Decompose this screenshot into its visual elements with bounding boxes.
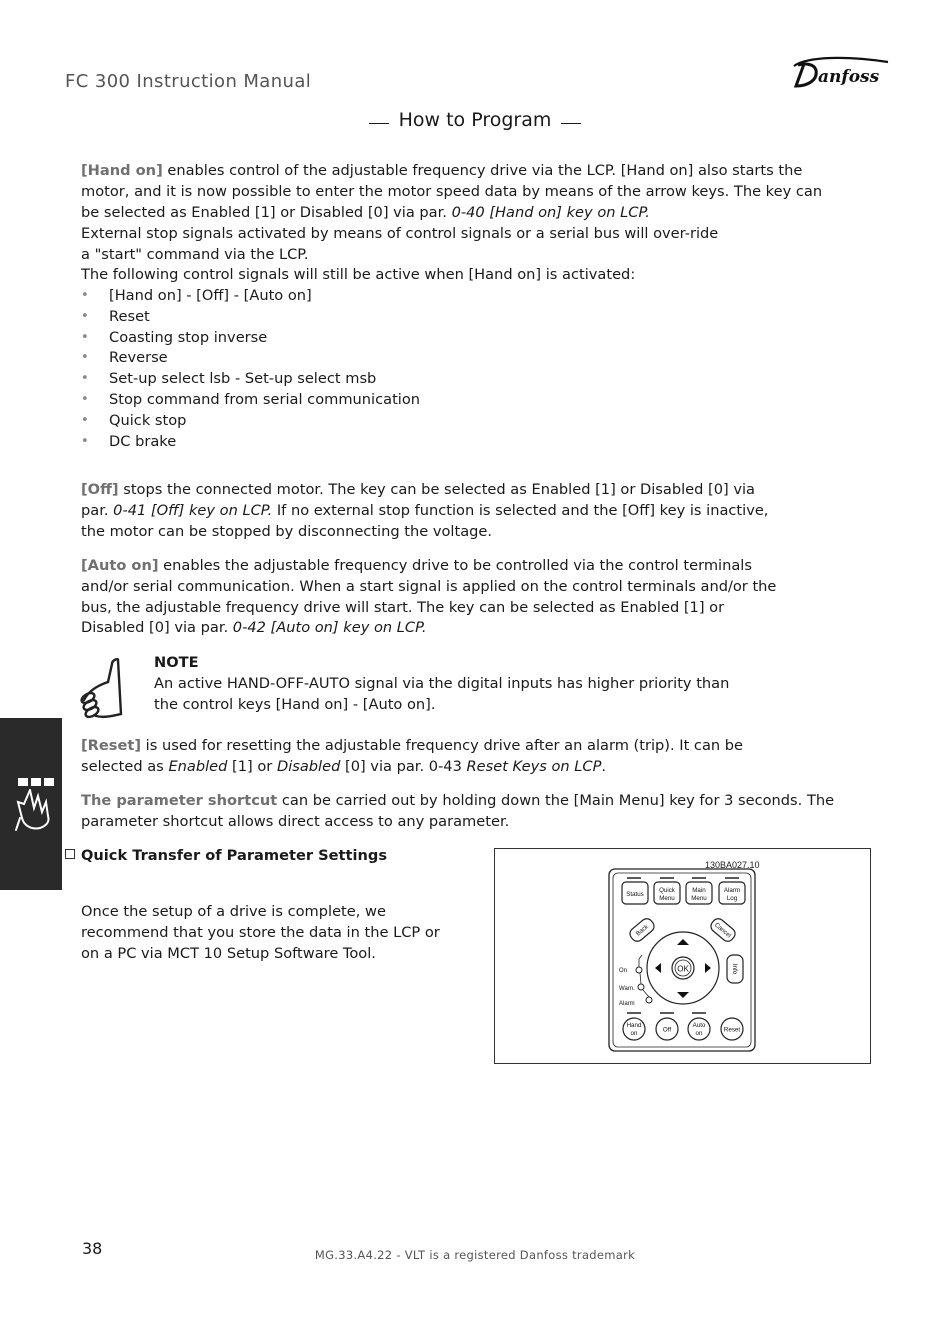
svg-text:Reset: Reset bbox=[723, 1026, 741, 1034]
hand-on-button[interactable] bbox=[623, 1018, 645, 1040]
off-key: [Off] bbox=[81, 481, 119, 498]
manual-title: FC 300 Instruction Manual bbox=[65, 71, 312, 92]
reset-disabled: Disabled bbox=[276, 757, 341, 775]
lcp-figure bbox=[494, 848, 871, 1064]
hand-programming-icon bbox=[0, 718, 62, 890]
note-title: NOTE bbox=[154, 654, 199, 671]
off-button[interactable] bbox=[656, 1018, 678, 1040]
title-dash-right bbox=[561, 123, 581, 125]
off-text-b: If no external stop function is selected and the [Off] key is inactive, the motor can be stopped by disconnecting the voltage. bbox=[81, 501, 769, 540]
svg-text:Info: Info bbox=[731, 963, 738, 975]
danfoss-logo bbox=[788, 52, 892, 94]
svg-text:Log: Log bbox=[726, 895, 738, 902]
status-key[interactable] bbox=[622, 882, 648, 904]
reset-enabled: Enabled bbox=[168, 757, 228, 775]
down-arrow-key[interactable] bbox=[677, 992, 689, 998]
control-signal-item: • Coasting stop inverse bbox=[81, 328, 681, 349]
quick-transfer-heading-text: Quick Transfer of Parameter Settings bbox=[81, 847, 388, 864]
svg-text:Menu: Menu bbox=[659, 895, 675, 902]
svg-text:Alarm: Alarm bbox=[723, 887, 741, 894]
off-text-a: stops the connected motor. The key can be selected as Enabled [1] or Disabled [0] via par. bbox=[81, 481, 755, 519]
shortcut-key: The parameter shortcut bbox=[81, 792, 278, 809]
info-key[interactable] bbox=[727, 955, 743, 983]
off-paragraph bbox=[81, 480, 781, 542]
control-signals-list bbox=[81, 286, 681, 452]
main-menu-key[interactable] bbox=[686, 882, 712, 904]
svg-text:Menu: Menu bbox=[691, 895, 707, 902]
svg-text:Quick: Quick bbox=[659, 887, 675, 894]
svg-text:Main: Main bbox=[692, 887, 706, 894]
svg-text:Hand: Hand bbox=[626, 1022, 642, 1029]
quick-transfer-heading bbox=[65, 846, 387, 867]
shortcut-text: can be carried out by holding down the [Main Menu] key for 3 seconds. The parameter shortcut allows direct access to any parameter. bbox=[81, 792, 835, 830]
control-signals-intro: The following control signals will still be active when [Hand on] is activated: bbox=[81, 266, 636, 283]
auto-on-text: enables the adjustable frequency drive to be controlled via the control terminals and/or serial communication. When a start signal is applied on the control terminals and/or the bus, the adjustable frequency drive will start. The key can be selected as Enabled [1] or Disabled [0] via par. bbox=[81, 557, 777, 637]
reset-paragraph bbox=[81, 736, 781, 778]
chapter-side-tab bbox=[0, 718, 62, 890]
reset-key: [Reset] bbox=[81, 737, 142, 754]
section-title bbox=[0, 109, 950, 131]
off-param-ref: 0-41 [Off] key on LCP. bbox=[113, 501, 273, 519]
figure-code: 130BA027.10 bbox=[705, 860, 760, 870]
control-signal-item: • DC brake bbox=[81, 432, 681, 453]
control-signal-item: • Reset bbox=[81, 307, 681, 328]
right-arrow-key[interactable] bbox=[705, 963, 711, 973]
reset-text-c: [0] via par. 0-43 bbox=[340, 757, 467, 775]
note-text: An active HAND-OFF-AUTO signal via the digital inputs has higher priority than the control keys [Hand on] - [Auto on]. bbox=[154, 675, 730, 713]
led-warn-label: Warn. bbox=[619, 986, 635, 992]
svg-text:Off: Off bbox=[662, 1026, 672, 1034]
auto-on-paragraph bbox=[81, 556, 781, 639]
reset-text-d: . bbox=[601, 757, 607, 775]
hand-on-param-ref: 0-40 [Hand on] key on LCP. bbox=[451, 203, 650, 221]
up-arrow-key[interactable] bbox=[677, 939, 689, 945]
pointing-hand-icon bbox=[78, 656, 128, 720]
svg-text:on: on bbox=[630, 1030, 638, 1037]
page-number: 38 bbox=[82, 1239, 103, 1258]
reset-button[interactable] bbox=[721, 1018, 743, 1040]
svg-text:on: on bbox=[695, 1030, 703, 1037]
section-title-text: How to Program bbox=[398, 109, 552, 131]
svg-text:Back: Back bbox=[634, 923, 650, 938]
control-signal-item: • [Hand on] - [Off] - [Auto on] bbox=[81, 286, 681, 307]
svg-text:Cancel: Cancel bbox=[713, 921, 733, 940]
reset-text-b: [1] or bbox=[227, 757, 277, 775]
hand-on-key: [Hand on] bbox=[81, 162, 163, 179]
reset-text-a: is used for resetting the adjustable frequency drive after an alarm (trip). It can be selected as bbox=[81, 737, 744, 775]
external-stop-paragraph: External stop signals activated by means of control signals or a serial bus will over-ride a "start" command via the LCP. bbox=[81, 225, 719, 263]
led-on-label: On bbox=[619, 968, 628, 974]
auto-on-param-ref: 0-42 [Auto on] key on LCP. bbox=[232, 619, 427, 637]
back-key[interactable] bbox=[628, 916, 657, 943]
footer-text: MG.33.A4.22 - VLT is a registered Danfoss trademark bbox=[314, 1248, 636, 1262]
auto-on-key: [Auto on] bbox=[81, 557, 159, 574]
quick-transfer-body: Once the setup of a drive is complete, we recommend that you store the data in the LCP or on a PC via MCT 10 Setup Software Tool. bbox=[81, 903, 440, 962]
svg-text:OK: OK bbox=[677, 964, 689, 974]
svg-text:anfoss: anfoss bbox=[818, 67, 880, 87]
lcp-keypad-diagram bbox=[495, 849, 870, 1063]
heading-square-icon bbox=[65, 849, 75, 859]
control-signal-item: • Reverse bbox=[81, 348, 681, 369]
title-dash-left bbox=[369, 123, 389, 125]
svg-text:Auto: Auto bbox=[692, 1022, 706, 1029]
alarm-log-key[interactable] bbox=[719, 882, 745, 904]
ok-key[interactable] bbox=[672, 957, 694, 979]
led-alarm-label: Alarm bbox=[619, 1001, 635, 1007]
hand-on-paragraph bbox=[81, 161, 841, 223]
shortcut-paragraph bbox=[81, 791, 841, 833]
reset-param-ref: Reset Keys on LCP bbox=[466, 757, 602, 775]
left-arrow-key[interactable] bbox=[655, 963, 661, 973]
control-signal-item: • Set-up select lsb - Set-up select msb bbox=[81, 369, 681, 390]
control-signal-item: • Quick stop bbox=[81, 411, 681, 432]
quick-menu-key[interactable] bbox=[654, 882, 680, 904]
hand-on-text: enables control of the adjustable frequency drive via the LCP. [Hand on] also starts the motor, and it is now possible to enter the motor speed data by means of the arrow keys. The key can be selected as Enabled [1] or Disabled [0] via par. bbox=[81, 162, 823, 221]
svg-text:Status: Status bbox=[626, 891, 644, 898]
control-signal-item: • Stop command from serial communication bbox=[81, 390, 681, 411]
auto-on-button[interactable] bbox=[688, 1018, 710, 1040]
cancel-key[interactable] bbox=[709, 916, 738, 943]
